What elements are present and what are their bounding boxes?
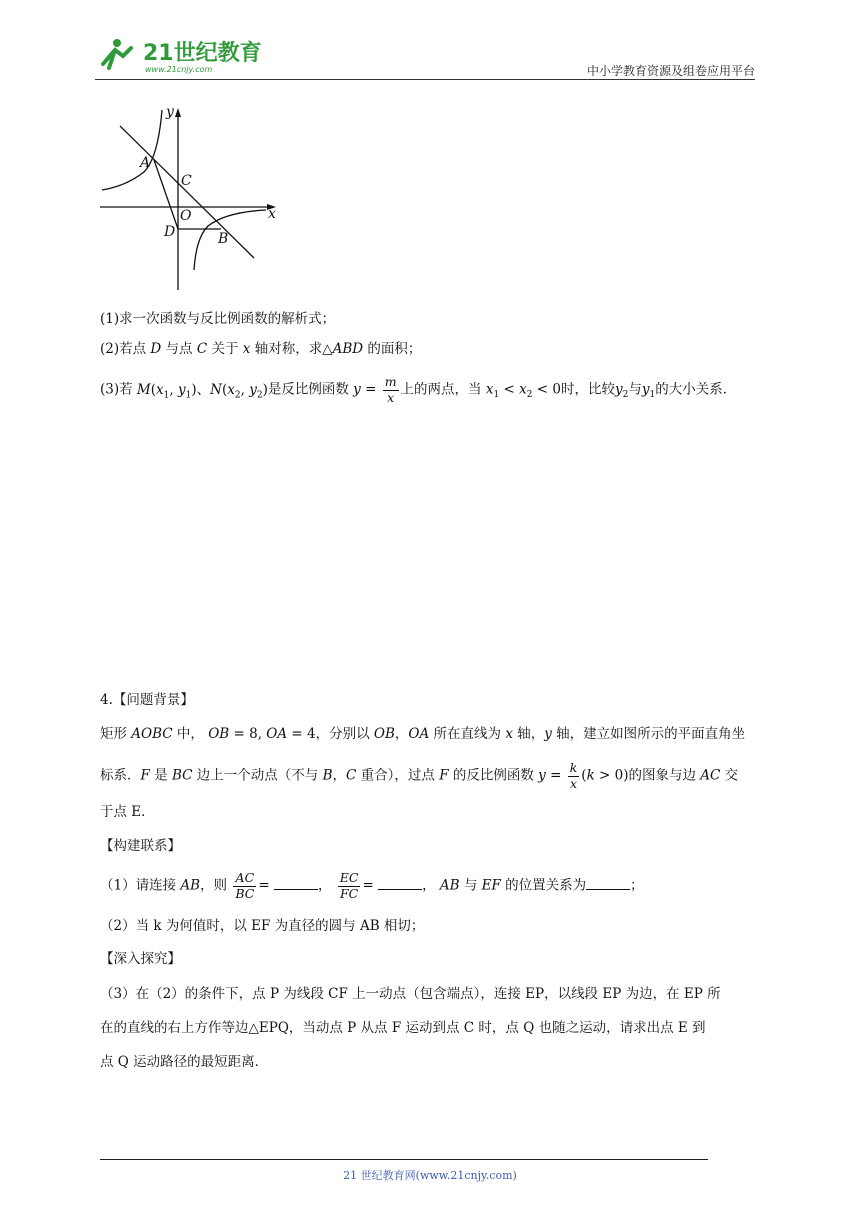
q4-line1: 矩形 AOBC 中， OB = 8, OA = 4，分别以 OB，OA 所在直线为 x 轴，y 轴，建立如图所示的平面直角坐 [100,726,746,742]
footer-text: 21 世纪教育网(www.21cnjy.com) [343,1169,517,1182]
q3-part2: (2)若点 D 与点 C 关于 x 轴对称，求△ABD 的面积； [100,341,422,357]
fraction-k-over-x: $\frac{k}{x}$ [569,760,578,791]
answer-blank-3[interactable] [586,877,630,890]
math-M: $M(x_1$, $y_1$)、$N(x_2$, $y_2$) [136,381,268,401]
answer-blank-2[interactable] [378,877,422,890]
q4-deep-line2: 在的直线的右上方作等边△EPQ，当动点 P 从点 F 运动到点 C 时，点 Q 也随之运动，请求出点 E 到 [100,1020,706,1036]
header-divider [95,79,755,80]
page-header [95,30,755,80]
q4-line2: 标系．F 是 BC 边上一个动点（不与 B，C 重合），过点 F 的反比例函数 y = $\frac{k}{x}$ (k > 0)的图象与边 AC 交 [100,760,739,791]
label-B: B [218,231,229,247]
label-y: y [166,104,174,120]
fraction-ec-fc: $\frac{EC}{FC}$ [339,870,359,901]
logo-url: www.21cnjy.com [145,65,213,74]
q3-part3: (3)若 $M(x_1$, $y_1$)、$N(x_2$, $y_2$)是反比例函数 y = $\frac{m}{x}$ 上的两点，当 $x_1 < x_2 < 0$时，比较$y_2$与$y_1$的大小关系． [100,374,737,405]
label-O: O [180,208,192,224]
answer-blank-1[interactable] [274,877,318,890]
q4-deep-line3: 点 Q 运动路径的最短距离． [100,1054,269,1070]
label-D: D [164,224,176,240]
coordinate-figure [96,100,296,295]
q4-build-1: （1）请连接 AB，则 $\frac{AC}{BC}$ = ， $\frac{EC}{FC}$ = ， AB 与 EF 的位置关系为 ； [100,870,644,901]
q4-line3: 于点 E． [100,804,155,820]
label-C: C [181,173,192,189]
q4-deep-line1: （3）在（2）的条件下，点 P 为线段 CF 上一动点（包含端点），连接 EP，以线段 EP 为边，在 EP 所 [100,986,721,1002]
fraction-m-over-x: $\frac{m}{x}$ [384,374,397,405]
header-platform-text: 中小学教育资源及组卷应用平台 [586,64,755,78]
label-x: x [268,206,276,222]
section-build: 【构建联系】 [100,838,181,854]
footer-divider [100,1159,708,1160]
logo-text: 21世纪教育 [143,41,262,66]
site-logo [95,34,265,76]
section-deep: 【深入探究】 [100,951,181,967]
q4-heading: 4.【问题背景】 [100,692,194,708]
q3-part1: (1)求一次函数与反比例函数的解析式； [100,311,336,327]
fraction-ac-bc: $\frac{AC}{BC}$ [235,870,255,901]
label-A: A [140,155,151,171]
q4-build-2: （2）当 k 为何值时，以 EF 为直径的圆与 AB 相切； [100,918,425,934]
math-ob-oa: OB = 8, OA = 4 [208,726,316,742]
